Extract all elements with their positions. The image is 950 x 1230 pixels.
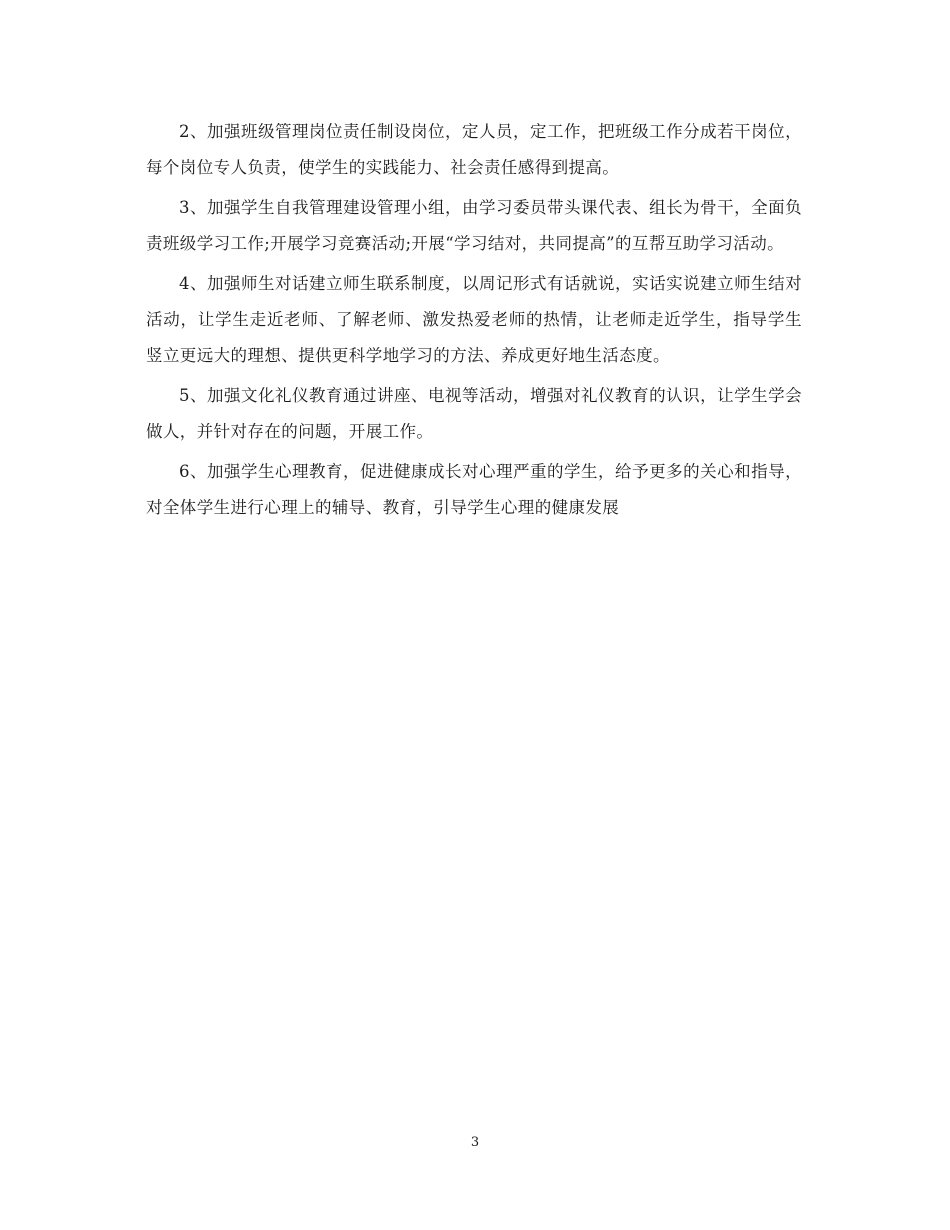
paragraph-item-6: 6、加强学生心理教育，促进健康成长对心理严重的学生，给予更多的关心和指导，对全体学生进行心理上的辅导、教育，引导学生心理的健康发展 [146,462,802,517]
paragraph-item-4: 4、加强师生对话建立师生联系制度，以周记形式有话就说，实话实说建立师生结对活动，让学生走近老师、了解老师、激发热爱老师的热情，让老师走近学生，指导学生竖立更远大的理想、提供更科学地学习的方法、养成更好地生活态度。 [146,274,802,365]
paragraph-item-5: 5、加强文化礼仪教育通过讲座、电视等活动，增强对礼仪教育的认识，让学生学会做人，并针对存在的问题，开展工作。 [146,386,802,441]
document-body [146,114,802,530]
paragraph-item-3: 3、加强学生自我管理建设管理小组，由学习委员带头课代表、组长为骨干，全面负责班级学习工作;开展学习竞赛活动;开展“学习结对，共同提高”的互帮互助学习活动。 [146,198,802,253]
page-number: 3 [470,1135,480,1150]
paragraph-item-2: 2、加强班级管理岗位责任制设岗位，定人员，定工作，把班级工作分成若干岗位，每个岗位专人负责，使学生的实践能力、社会责任感得到提高。 [146,122,802,177]
